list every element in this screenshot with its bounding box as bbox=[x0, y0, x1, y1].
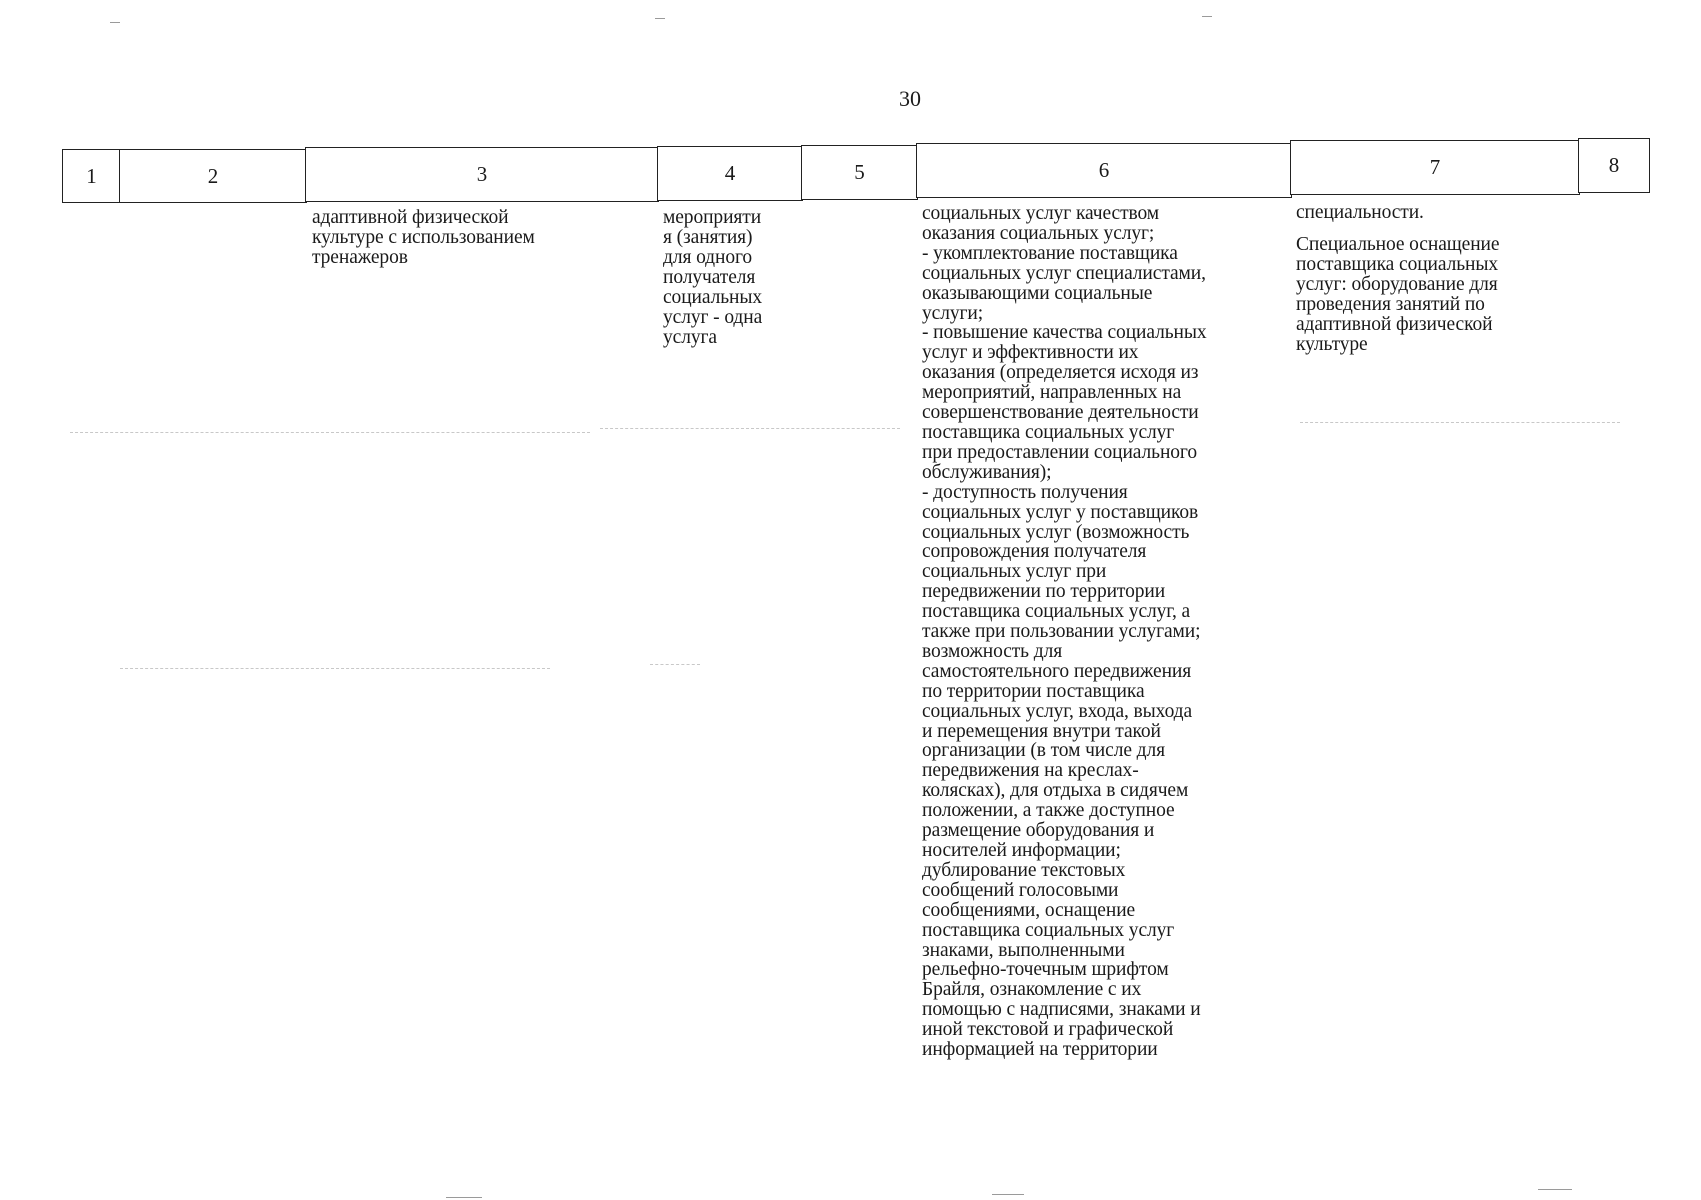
cell-col7 bbox=[1296, 203, 1582, 355]
header-cell-8: 8 bbox=[1578, 138, 1650, 193]
scan-mark-top-1 bbox=[110, 22, 120, 23]
scan-mark-top-3 bbox=[1202, 16, 1212, 17]
scan-mark-bottom-1 bbox=[446, 1197, 482, 1198]
header-cell-3: 3 bbox=[305, 147, 659, 202]
scan-mark-bottom-3 bbox=[1538, 1189, 1572, 1190]
cell-col3-text: адаптивной физической культуре с использованием тренажеров bbox=[312, 207, 535, 268]
scan-line-2 bbox=[600, 428, 900, 429]
cell-col7-paragraph-1: специальности. bbox=[1296, 202, 1424, 223]
header-cell-6: 6 bbox=[916, 143, 1292, 198]
scan-line-3 bbox=[1300, 422, 1620, 423]
scan-line-5 bbox=[650, 664, 700, 665]
header-cell-7: 7 bbox=[1290, 140, 1580, 195]
header-cell-4: 4 bbox=[657, 146, 803, 201]
header-cell-2: 2 bbox=[119, 149, 307, 203]
scan-line-1 bbox=[70, 432, 590, 433]
scan-mark-bottom-2 bbox=[992, 1194, 1024, 1195]
header-cell-5: 5 bbox=[801, 145, 918, 200]
header-cell-1: 1 bbox=[62, 149, 121, 203]
cell-col4-text: мероприяти я (занятия) для одного получателя социальных услуг - одна услуга bbox=[663, 207, 763, 348]
page-number: 30 bbox=[899, 86, 921, 111]
scan-mark-top-2 bbox=[655, 18, 665, 19]
cell-col6-text: социальных услуг качеством оказания социальных услуг; - укомплектование поставщика социальных услуг специалистами, оказывающими социальные услуги; - повышение качества социальных услуг и эффективности их оказания (определяется исходя из мероприятий, направленных на совершенствование деятельности поставщика социальных услуг при предоставлении социального обслуживания); - доступность получения социальных услуг у поставщиков социальных услуг (возможность сопровождения получателя социальных услуг при передвижении по территории поставщика социальных услуг, а также при пользовании услугами; возможность для самостоятельного передвижения по территории поставщика социальных услуг, входа, выхода и перемещения внутри такой организации (в том числе для передвижения на креслах- колясках), для отдыха в сидячем положении, а также доступное размещение оборудования и носителей информации; дублирование текстовых сообщений голосовыми сообщениями, оснащение поставщика социальных услуг знаками, выполненными рельефно-точечным шрифтом Брайля, ознакомление с их помощью с надписями, знаками и иной текстовой и графической информацией на территории bbox=[922, 203, 1207, 1061]
scan-line-4 bbox=[120, 668, 550, 669]
cell-col7-paragraph-2: Специальное оснащение поставщика социальных услуг: оборудование для проведения занятий по адаптивной физической культуре bbox=[1296, 234, 1500, 355]
